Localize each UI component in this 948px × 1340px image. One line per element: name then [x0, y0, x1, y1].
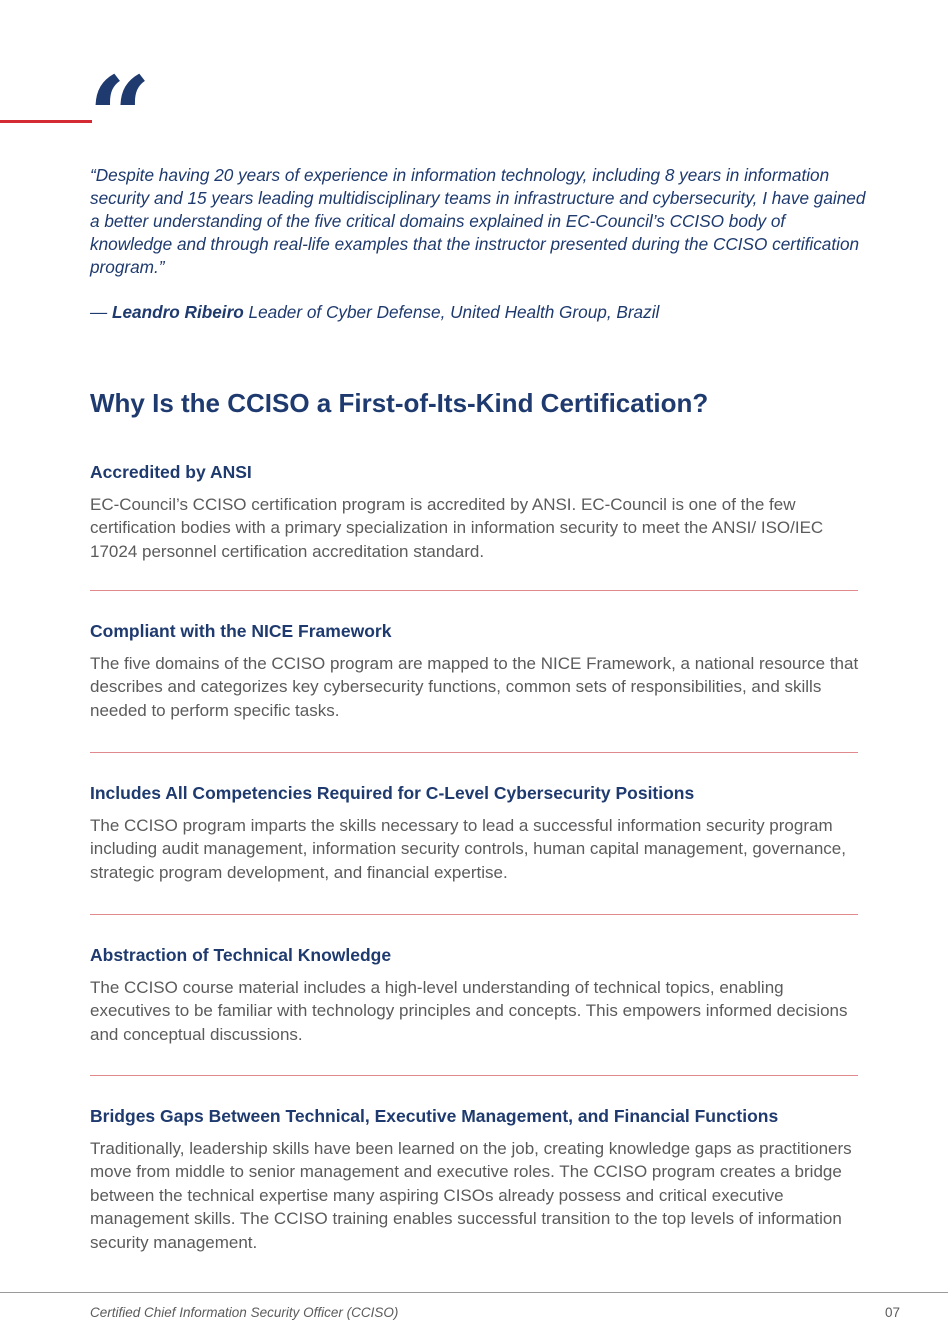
feature-heading: Includes All Competencies Required for C-Level Cybersecurity Positions	[90, 783, 695, 803]
footer-divider	[0, 1292, 948, 1293]
feature-body: EC-Council’s CCISO certification program is accredited by ANSI. EC-Council is one of the few certification bodies with a primary specialization in information security to meet the ANSI/ ISO/IEC 17024 personnel certification accreditation standard.	[90, 495, 824, 561]
feature-item-bridges	[90, 1105, 860, 1254]
feature-body: The CCISO course material includes a high-level understanding of technical topics, enabling executives to be familiar with technology principles and concepts. This empowers informed decisions and conceptual discussions.	[90, 978, 848, 1044]
feature-body: The CCISO program imparts the skills necessary to lead a successful information security program including audit management, information security controls, human capital management, governance, strategic program development, and financial expertise.	[90, 816, 846, 882]
attribution-dash: —	[90, 302, 112, 322]
testimonial-attribution	[90, 301, 870, 324]
section-divider	[90, 914, 858, 915]
attribution-author: Leandro Ribeiro	[111, 302, 244, 322]
footer-document-title: Certified Chief Information Security Officer (CCISO)	[90, 1305, 399, 1320]
section-divider	[90, 1075, 858, 1076]
feature-heading: Compliant with the NICE Framework	[90, 621, 392, 641]
feature-item-competencies	[90, 782, 860, 884]
testimonial-quote: “Despite having 20 years of experience in information technology, including 8 years in information security and 15 years leading multidisciplinary teams in infrastructure and cybersecurity, I have gained a better understanding of the five critical domains explained in EC-Council’s CCISO body of knowledge and through real-life examples that the instructor presented during the CCISO certification program.”	[90, 165, 866, 277]
feature-item-ansi	[90, 461, 860, 563]
feature-item-nice	[90, 620, 860, 722]
quote-accent-rule	[0, 120, 92, 123]
feature-heading: Abstraction of Technical Knowledge	[90, 945, 392, 965]
feature-body: The five domains of the CCISO program are mapped to the NICE Framework, a national resource that describes and categorizes key cybersecurity functions, common sets of responsibilities, and skills needed to perform specific tasks.	[90, 654, 859, 720]
feature-heading: Bridges Gaps Between Technical, Executive Management, and Financial Functions	[90, 1106, 779, 1126]
section-divider	[90, 590, 858, 591]
feature-item-abstraction	[90, 944, 860, 1046]
feature-heading: Accredited by ANSI	[90, 462, 252, 482]
section-title: Why Is the CCISO a First-of-Its-Kind Certification?	[90, 388, 709, 418]
page-number: 07	[884, 1305, 900, 1320]
feature-body: Traditionally, leadership skills have been learned on the job, creating knowledge gaps as practitioners move from middle to senior management and executive roles. The CCISO program creates a bridge between the technical expertise many aspiring CISOs already possess and critical executive management skills. The CCISO training enables successful transition to the top levels of information security management.	[90, 1139, 852, 1252]
quote-mark-icon: “	[88, 52, 144, 181]
attribution-role: Leader of Cyber Defense, United Health Group, Brazil	[243, 302, 660, 322]
section-divider	[90, 752, 858, 753]
